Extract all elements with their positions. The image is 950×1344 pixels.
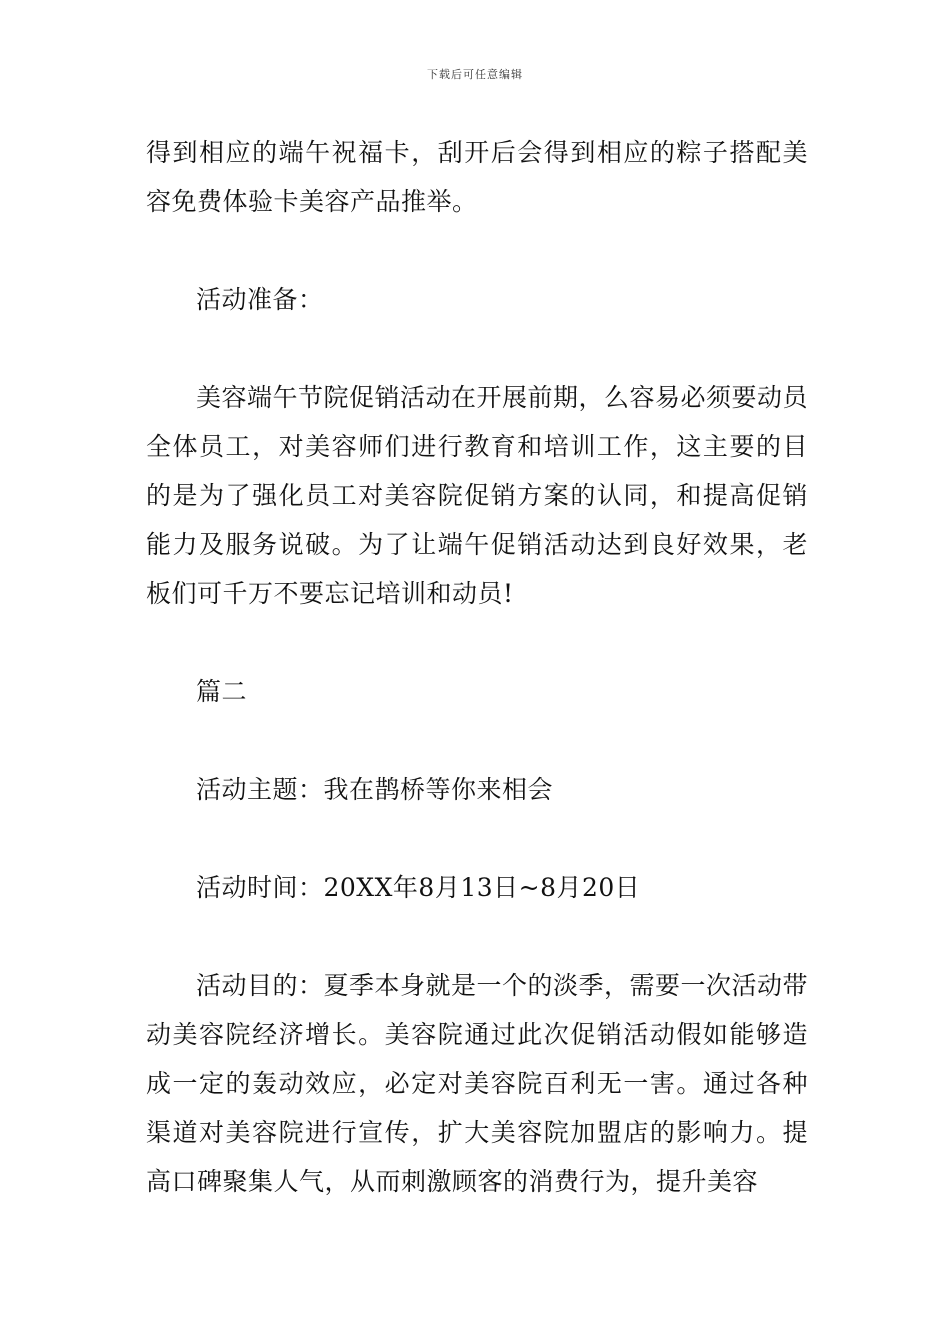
paragraph-continuation: 得到相应的端午祝福卡，刮开后会得到相应的粽子搭配美容免费体验卡美容产品推举。 [146, 138, 808, 216]
paragraph-activity-theme: 活动主题：我在鹊桥等你来相会 [196, 775, 554, 804]
paragraph-activity-purpose: 活动目的：夏季本身就是一个的淡季，需要一次活动带动美容院经济增长。美容院通过此次促销活动假如能够造成一定的轰动效应，必定对美容院百利无一害。通过各种渠道对美容院进行宣传，扩大美容院加盟店的影响力。提高口碑聚集人气，从而刺激顾客的消费行为，提升美容 [146, 971, 809, 1196]
section-heading-part-two: 篇二 [196, 677, 248, 706]
paragraph-gap [146, 716, 808, 765]
paragraph-gap [146, 324, 808, 373]
paragraph-gap [146, 912, 808, 961]
paragraph-preparation-body: 美容端午节院促销活动在开展前期，么容易必须要动员全体员工，对美容师们进行教育和培训工作，这主要的目的是为了强化员工对美容院促销方案的认同，和提高促销能力及服务说破。为了让端午促销活动达到良好效果，老板们可千万不要忘记培训和动员! [146, 383, 809, 608]
paragraph-gap [146, 618, 808, 667]
paragraph-gap [146, 814, 808, 863]
document-body [146, 128, 808, 1206]
paragraph-gap [146, 226, 808, 275]
paragraph-preparation-heading: 活动准备： [196, 285, 324, 314]
header-note: 下载后可任意编辑 [427, 68, 523, 81]
paragraph-activity-time: 活动时间：20XX年8月13日~8月20日 [196, 873, 641, 902]
